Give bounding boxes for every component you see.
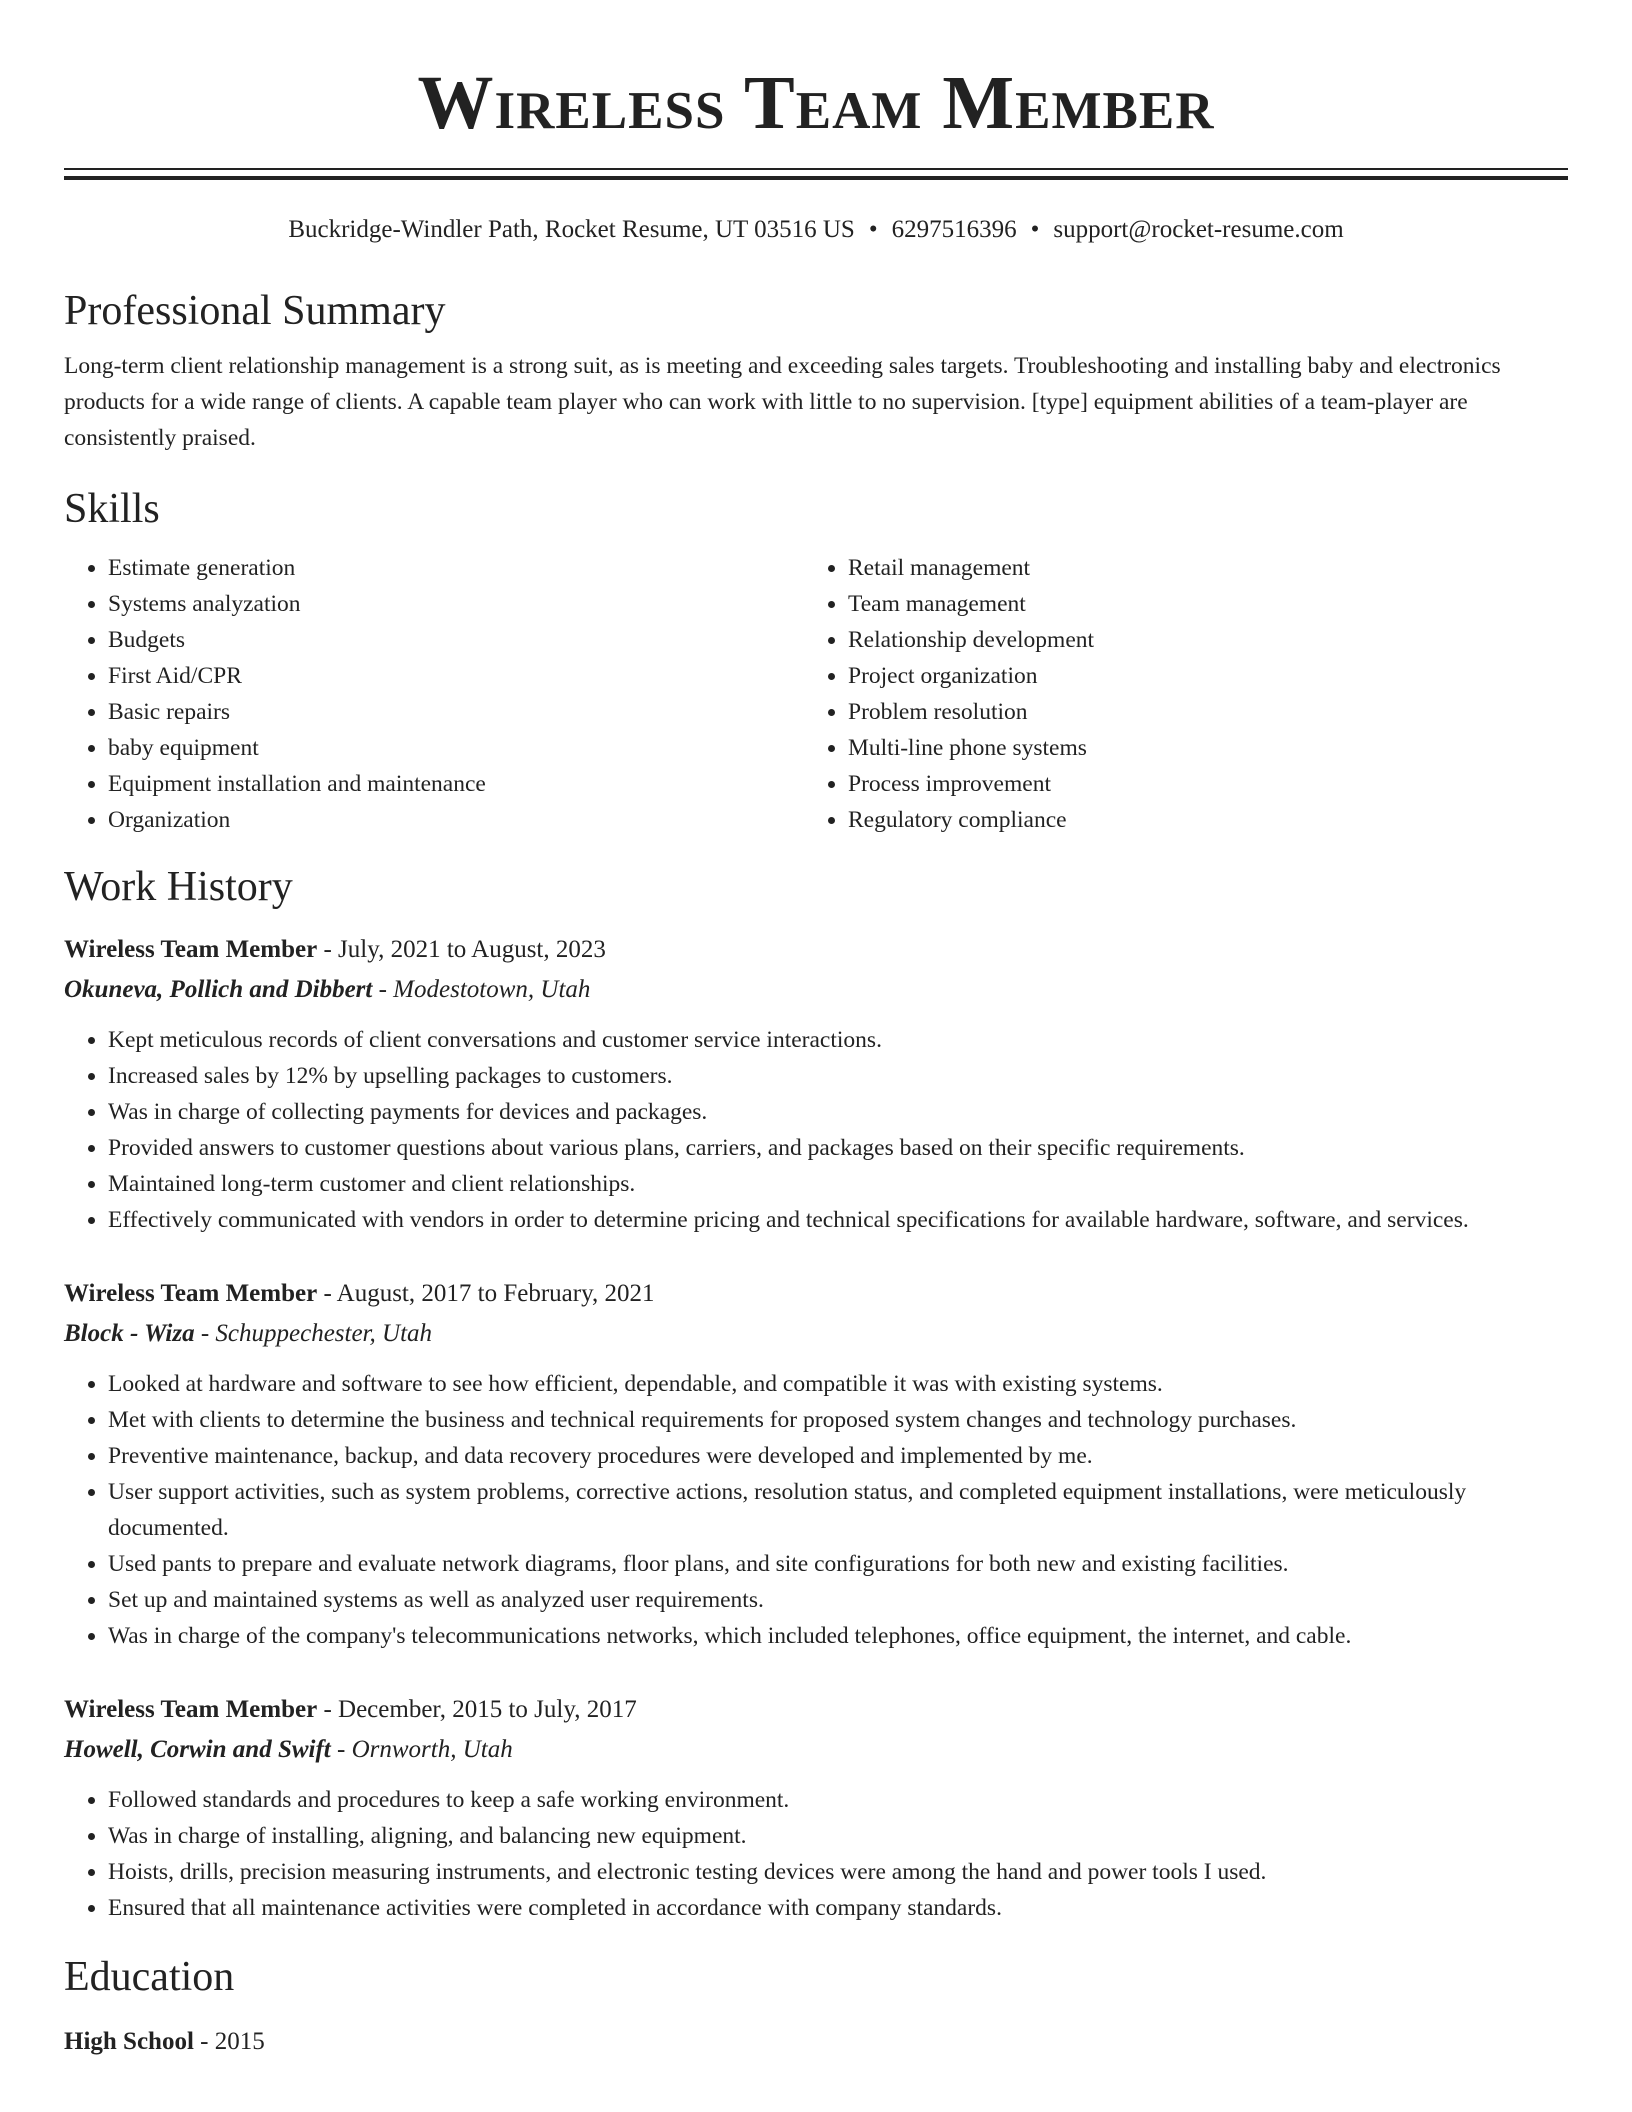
contact-phone: 6297516396 (891, 216, 1017, 243)
skills-heading: Skills (64, 486, 160, 532)
job-dates: - July, 2021 to August, 2023 (317, 936, 606, 963)
contact-separator: • (1030, 216, 1040, 243)
job-location: - Ornworth, Utah (330, 1736, 513, 1763)
skill-item: • Project organization (848, 658, 1544, 694)
education-entry (64, 2024, 1568, 2060)
job-entry (64, 1690, 1568, 1926)
job-bullet: • Used pants to prepare and evaluate network diagrams, floor plans, and site configurations for both new and existing facilities. (108, 1546, 1568, 1582)
skills-list-left (64, 550, 804, 838)
job-title: Wireless Team Member (64, 1280, 318, 1307)
job-dates: - August, 2017 to February, 2021 (317, 1280, 655, 1307)
skill-item: • Process improvement (848, 766, 1544, 802)
job-bullets (64, 1366, 1568, 1654)
skill-item: • Systems analyzation (108, 586, 804, 622)
job-bullets (64, 1782, 1568, 1926)
contact-separator: • (868, 216, 878, 243)
skills-list-right (804, 550, 1544, 838)
job-bullet: • Met with clients to determine the business and technical requirements for proposed system changes and technology purchases. (108, 1402, 1568, 1438)
skills-columns (64, 550, 1568, 838)
skill-item: • Team management (848, 586, 1544, 622)
resume-name: Wireless Team Member (417, 61, 1215, 145)
job-bullet: • Maintained long-term customer and client relationships. (108, 1166, 1568, 1202)
job-bullet: • Was in charge of installing, aligning, and balancing new equipment. (108, 1818, 1568, 1854)
job-bullet: • Looked at hardware and software to see how efficient, dependable, and compatible it was with existing systems. (108, 1366, 1568, 1402)
job-bullet: • User support activities, such as system problems, corrective actions, resolution status, and completed equipment installations, were meticulously documented. (108, 1474, 1568, 1546)
skill-item: • Relationship development (848, 622, 1544, 658)
education-degree: High School (64, 2028, 194, 2055)
summary-heading: Professional Summary (64, 288, 446, 334)
job-entry (64, 1274, 1568, 1654)
skill-item: • baby equipment (108, 730, 804, 766)
job-bullet: • Increased sales by 12% by upselling packages to customers. (108, 1058, 1568, 1094)
job-company: Howell, Corwin and Swift (64, 1736, 331, 1763)
job-bullet: • Preventive maintenance, backup, and data recovery procedures were developed and implemented by me. (108, 1438, 1568, 1474)
skill-item: • Organization (108, 802, 804, 838)
skill-item: • Equipment installation and maintenance (108, 766, 804, 802)
job-bullet: • Was in charge of the company's telecommunications networks, which included telephones, office equipment, the internet, and cable. (108, 1618, 1568, 1654)
job-bullet: • Kept meticulous records of client conversations and customer service interactions. (108, 1022, 1568, 1058)
job-bullet: • Was in charge of collecting payments for devices and packages. (108, 1094, 1568, 1130)
work-history-heading: Work History (64, 864, 293, 910)
job-title-line (64, 1690, 1568, 1730)
job-company: Okuneva, Pollich and Dibbert (64, 976, 373, 1003)
skill-item: • Basic repairs (108, 694, 804, 730)
header-divider-thick (64, 176, 1568, 180)
skill-item: • Estimate generation (108, 550, 804, 586)
summary-text: Long-term client relationship management is a strong suit, as is meeting and exceeding sales targets. Troubleshooting and installing baby and electronics products for a wide range of clients. A capable team player who can work with little to no supervision. [type] equipment abilities of a team-player are consistently praised. (64, 353, 1501, 451)
skill-item: • Retail management (848, 550, 1544, 586)
job-bullet: • Effectively communicated with vendors in order to determine pricing and technical specifications for available hardware, software, and services. (108, 1202, 1568, 1238)
job-title-line (64, 930, 1568, 970)
job-title: Wireless Team Member (64, 936, 318, 963)
job-dates: - December, 2015 to July, 2017 (317, 1696, 637, 1723)
job-location: - Schuppechester, Utah (194, 1320, 433, 1347)
job-bullets (64, 1022, 1568, 1238)
job-bullet: • Ensured that all maintenance activities were completed in accordance with company standards. (108, 1890, 1568, 1926)
contact-email: support@rocket-resume.com (1053, 216, 1344, 243)
resume-page (64, 0, 1568, 2060)
skill-item: • Regulatory compliance (848, 802, 1544, 838)
job-company-line (64, 1314, 1568, 1354)
job-bullet: • Set up and maintained systems as well as analyzed user requirements. (108, 1582, 1568, 1618)
contact-address: Buckridge-Windler Path, Rocket Resume, UT 03516 US (288, 216, 855, 243)
job-title-line (64, 1274, 1568, 1314)
contact-line (64, 214, 1568, 246)
job-location: - Modestotown, Utah (372, 976, 591, 1003)
job-bullet: • Hoists, drills, precision measuring instruments, and electronic testing devices were among the hand and power tools I used. (108, 1854, 1568, 1890)
job-bullet: • Followed standards and procedures to keep a safe working environment. (108, 1782, 1568, 1818)
skill-item: • Multi-line phone systems (848, 730, 1544, 766)
skill-item: • First Aid/CPR (108, 658, 804, 694)
job-bullet: • Provided answers to customer questions about various plans, carriers, and packages based on their specific requirements. (108, 1130, 1568, 1166)
job-company: Block - Wiza (64, 1320, 195, 1347)
education-heading: Education (64, 1954, 235, 2000)
job-title: Wireless Team Member (64, 1696, 318, 1723)
education-year: - 2015 (193, 2028, 265, 2055)
header-divider-thin (64, 168, 1568, 170)
job-company-line (64, 1730, 1568, 1770)
job-company-line (64, 970, 1568, 1010)
skill-item: • Problem resolution (848, 694, 1544, 730)
job-entry (64, 930, 1568, 1238)
skill-item: • Budgets (108, 622, 804, 658)
